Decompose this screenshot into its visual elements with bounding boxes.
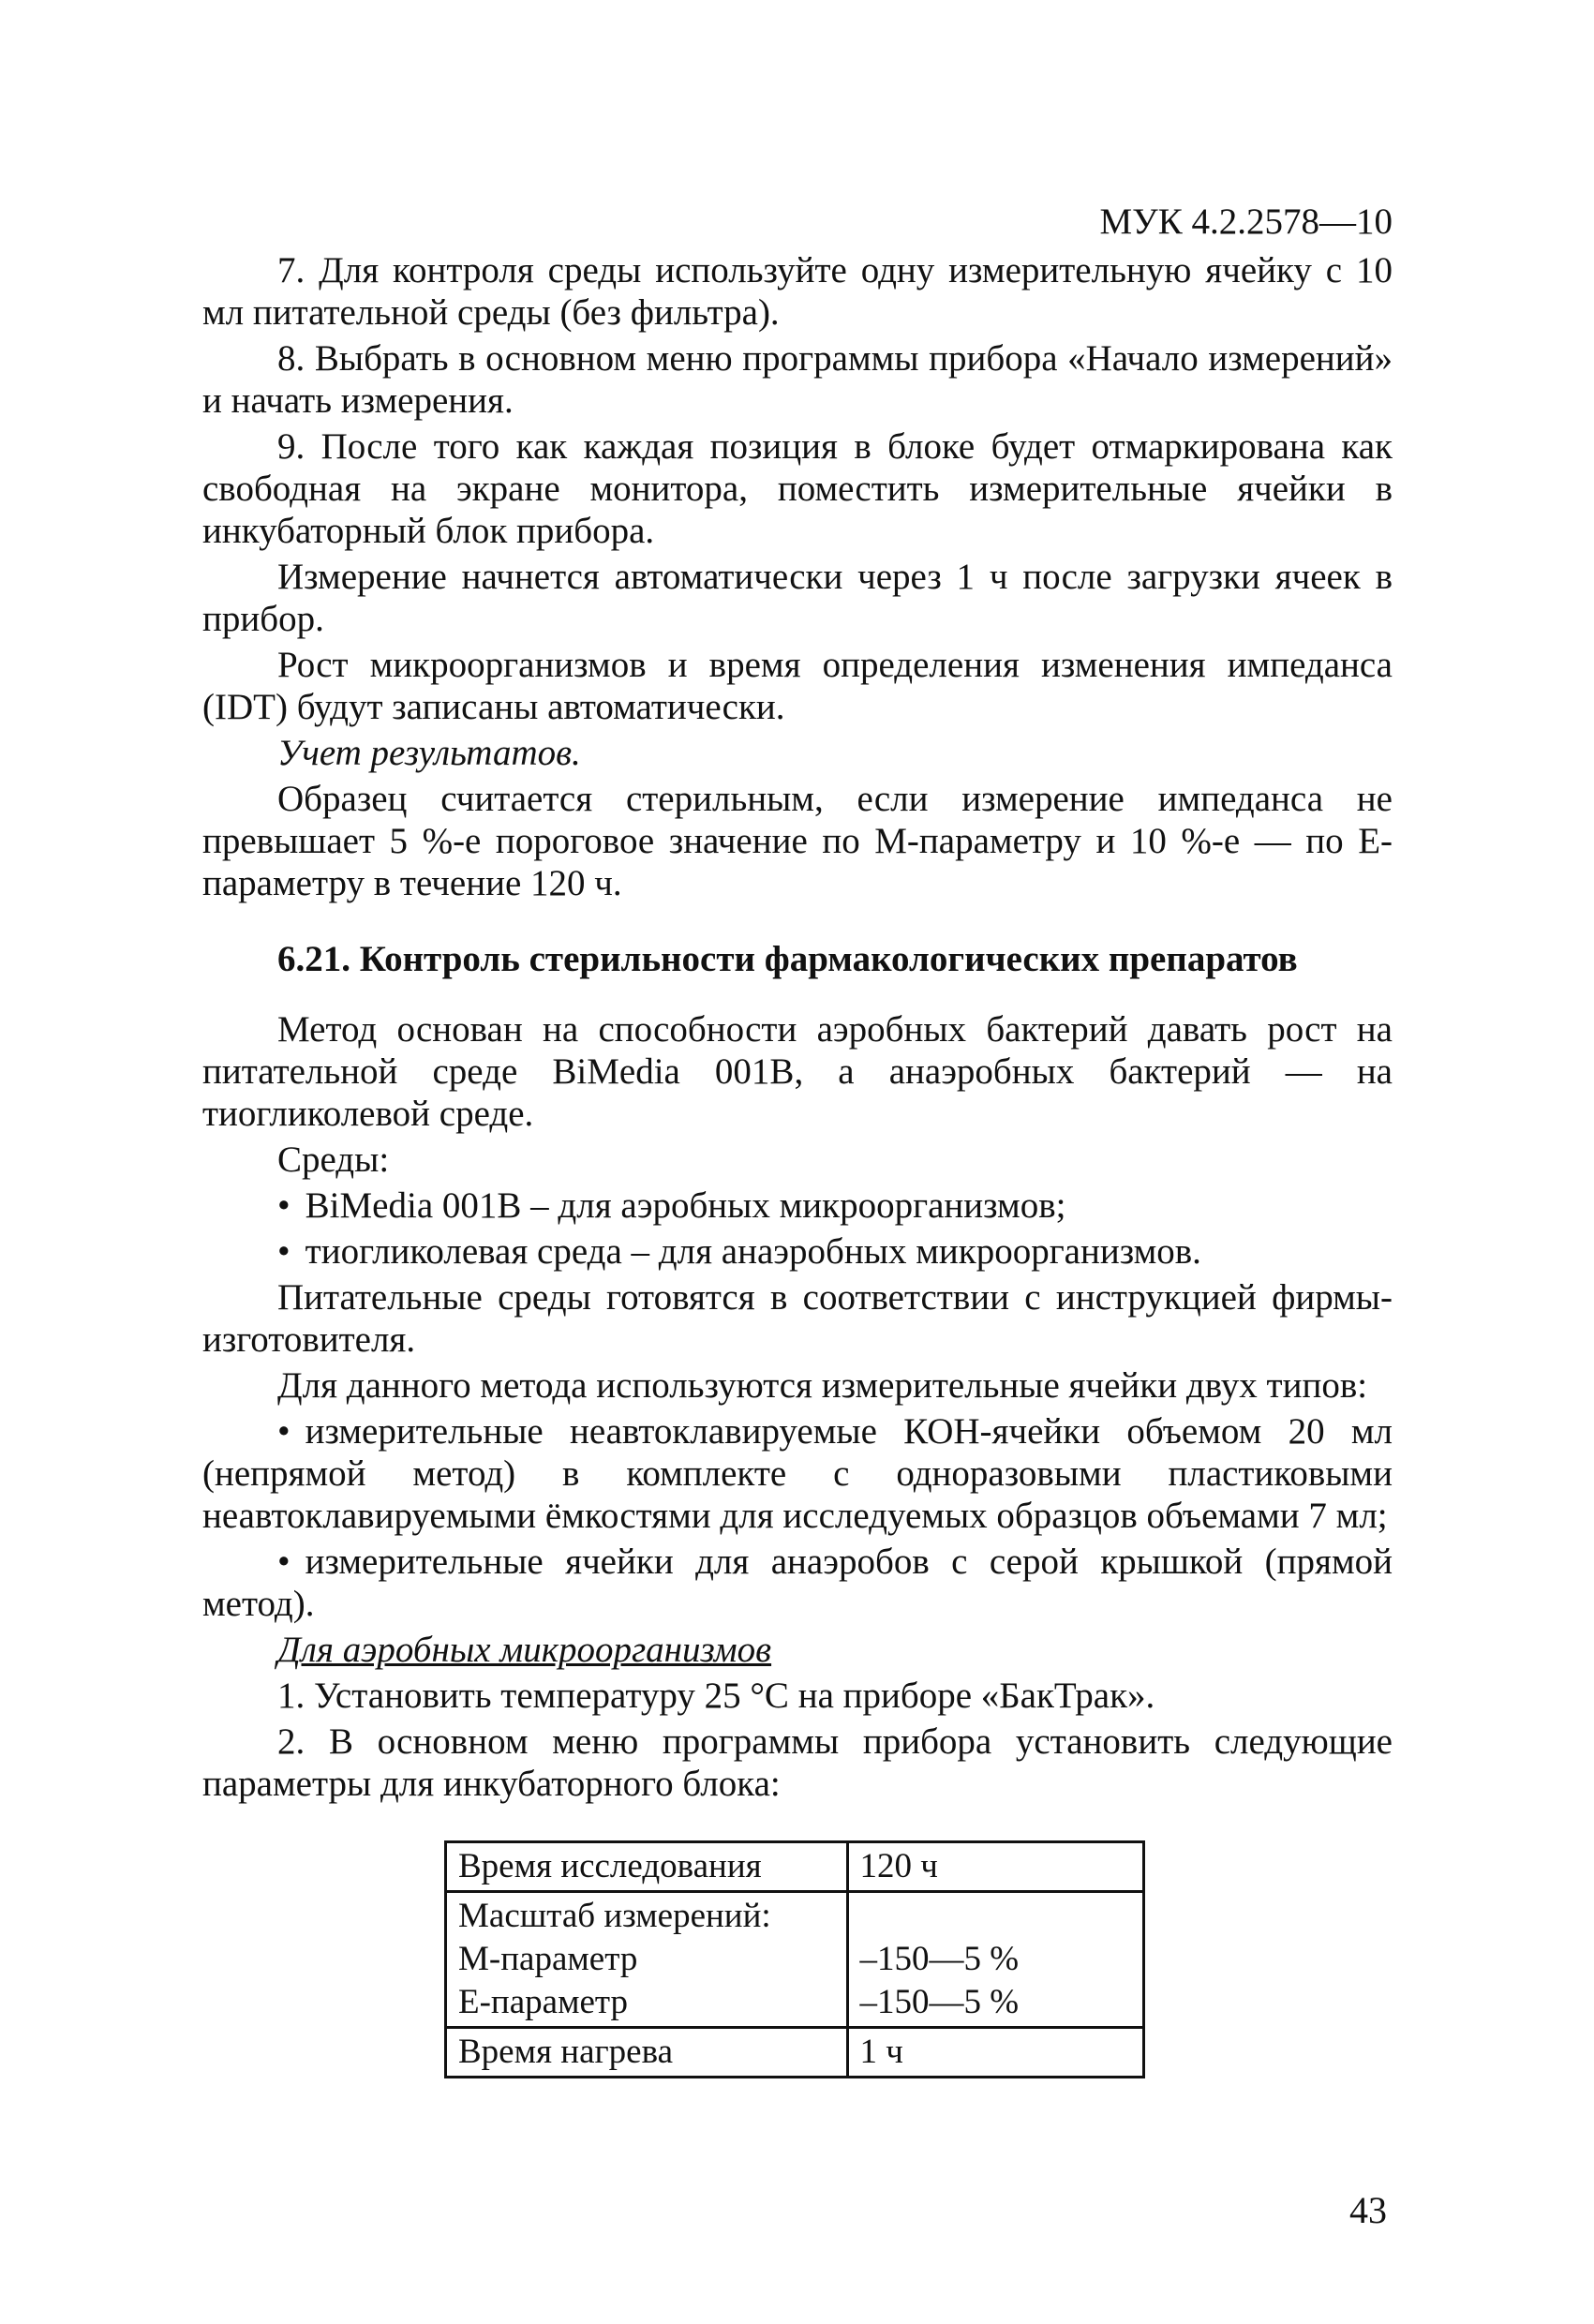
growth-record-paragraph: Рост микроорганизмов и время определения изменения импеданса (IDT) будут записаны автоматически. xyxy=(202,645,1393,727)
scale-label: Масштаб измерений: xyxy=(458,1897,771,1935)
blank-value xyxy=(860,1895,1131,1938)
measurement-start-paragraph: Измерение начнется автоматически через 1 ч после загрузки ячеек в прибор. xyxy=(202,557,1393,639)
cells-intro-paragraph: Для данного метода используются измерительные ячейки двух типов: xyxy=(277,1365,1368,1406)
table-row xyxy=(446,2028,1144,2078)
media-list-item: • тиогликолевая среда – для анаэробных микроорганизмов. xyxy=(277,1231,1201,1272)
page-number: 43 xyxy=(1349,2189,1387,2231)
bullet-icon: • xyxy=(277,1231,290,1272)
preparation-paragraph: Питательные среды готовятся в соответствии с инструкцией фирмы-изготовителя. xyxy=(202,1277,1393,1360)
document-code-header: МУК 4.2.2578—10 xyxy=(1099,201,1393,242)
document-page xyxy=(202,197,1393,2078)
table-row xyxy=(446,1892,1144,2028)
m-parameter-label: М-параметр xyxy=(458,1940,638,1978)
table-cell-label: Время исследования xyxy=(446,1842,848,1892)
aerobic-heading: Для аэробных микроорганизмов xyxy=(277,1630,772,1670)
table-cell-label: Время нагрева xyxy=(446,2028,848,2078)
section-title: 6.21. Контроль стерильности фармакологических препаратов xyxy=(277,939,1298,979)
table-cell-value: 1 ч xyxy=(847,2028,1143,2078)
media-label: Среды: xyxy=(277,1140,390,1180)
media-list-item: • BiMedia 001B – для аэробных микроорганизмов; xyxy=(277,1185,1066,1226)
results-paragraph: Образец считается стерильным, если измерение импеданса не превышает 5 %-е пороговое значение по М-параметру и 10 %-е — по Е-параметру в течение 120 ч. xyxy=(202,779,1393,903)
e-parameter-value: –150—5 % xyxy=(859,1983,1020,2021)
table-cell-value xyxy=(847,1892,1143,2028)
results-heading: Учет результатов. xyxy=(277,733,581,773)
table-row xyxy=(446,1842,1144,1892)
step-2-paragraph: 2. В основном меню программы прибора установить следующие параметры для инкубаторного блока: xyxy=(202,1721,1393,1804)
cells-list-item: • измерительные ячейки для анаэробов с серой крышкой (прямой метод). xyxy=(202,1542,1393,1624)
bullet-icon: • xyxy=(277,1542,290,1582)
bullet-icon: • xyxy=(277,1185,290,1226)
e-parameter-label: Е-параметр xyxy=(458,1983,629,2021)
bullet-icon: • xyxy=(277,1411,290,1452)
method-intro-paragraph: Метод основан на способности аэробных бактерий давать рост на питательной среде BiMedia 001B, а анаэробных бактерий — на тиогликолевой среде. xyxy=(202,1009,1393,1134)
cells-list-item: • измерительные неавтоклавируемые КОН-ячейки объемом 20 мл (непрямой метод) в комплекте с одноразовыми пластиковыми неавтоклавируемыми ёмкостями для исследуемых образцов объемами 7 мл; xyxy=(202,1411,1393,1536)
m-parameter-value: –150—5 % xyxy=(859,1940,1020,1978)
step-9-paragraph: 9. После того как каждая позиция в блоке будет отмаркирована как свободная на экране монитора, поместить измерительные ячейки в инкубаторный блок прибора. xyxy=(202,426,1393,551)
step-8-paragraph: 8. Выбрать в основном меню программы прибора «Начало измерений» и начать измерения. xyxy=(202,338,1393,421)
table-cell-label xyxy=(446,1892,848,2028)
step-7-paragraph: 7. Для контроля среды используйте одну измерительную ячейку с 10 мл питательной среды (без фильтра). xyxy=(202,250,1393,333)
table-cell-value: 120 ч xyxy=(847,1842,1143,1892)
step-1-paragraph: 1. Установить температуру 25 °С на приборе «БакТрак». xyxy=(277,1676,1155,1716)
incubator-parameters-table xyxy=(444,1840,1145,2078)
